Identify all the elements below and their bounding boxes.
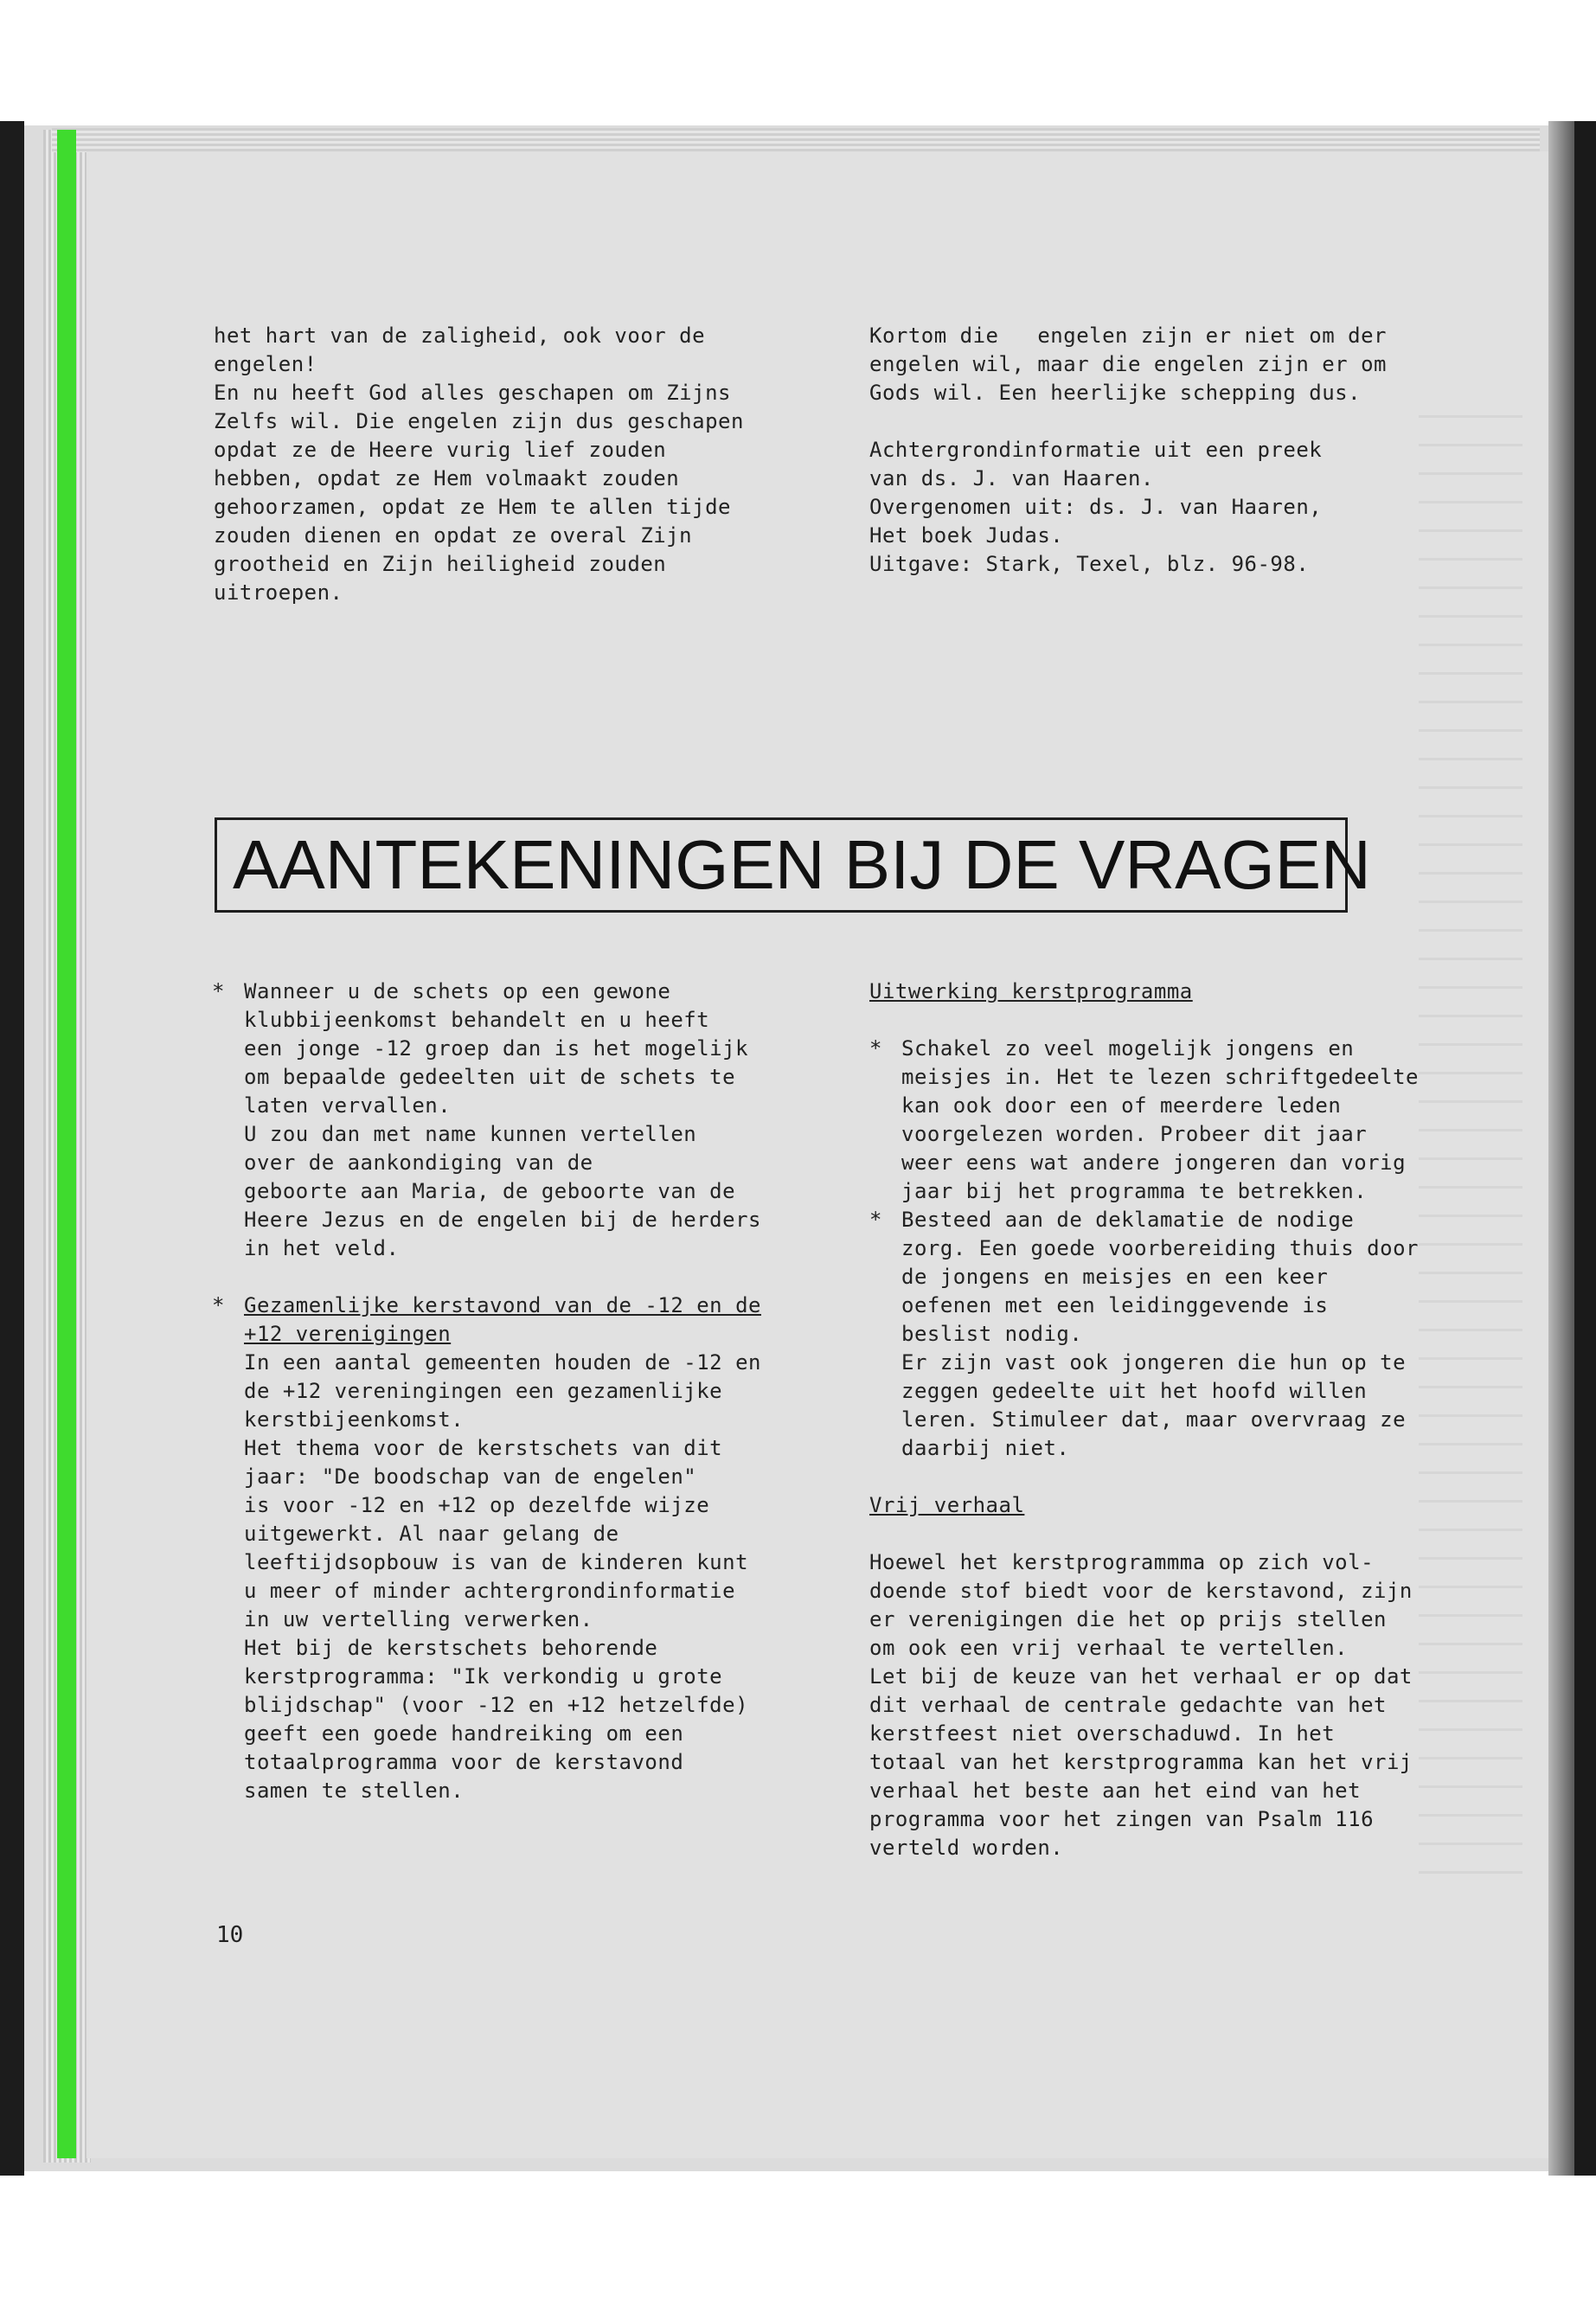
text-line xyxy=(869,1177,1492,1206)
text-line xyxy=(212,977,835,1006)
text-line-content: is voor -12 en +12 op dezelfde wijze xyxy=(244,1493,710,1517)
text-line-content: in het veld. xyxy=(244,1236,400,1260)
text-line-content: de jongens en meisjes en een keer xyxy=(901,1265,1329,1289)
text-line: er verenigingen die het op prijs stellen xyxy=(869,1607,1387,1631)
text-line-content: Besteed aan de deklamatie de nodige xyxy=(901,1208,1355,1232)
left-item-2-heading xyxy=(212,1292,835,1349)
bullet-asterisk: * xyxy=(869,1036,882,1061)
text-line xyxy=(869,1149,1492,1177)
text-line xyxy=(869,1377,1492,1406)
scan-margin-bottom xyxy=(0,2176,1596,2301)
text-line-content: kerstprogramma: "Ik verkondig u grote xyxy=(244,1664,723,1689)
text-line-content: de +12 vereningingen een gezamenlijke xyxy=(244,1379,723,1403)
section-heading-box xyxy=(215,817,1371,913)
text-line: dit verhaal de centrale gedachte van het xyxy=(869,1693,1387,1717)
top-left-paragraph: het hart van de zaligheid, ook voor de engelen! En nu heeft God alles geschapen om Zijns Zelfs wil. Die engelen zijn dus geschapen opdat ze de Heere vurig lief zouden hebben, opdat ze Hem volmaakt zouden gehoorzamen, opdat ze Hem te allen tijde zouden dienen en opdat ze overal Zijn grootheid en Zijn heiligheid zouden uitroepen. xyxy=(214,324,744,605)
text-line: kerstfeest niet overschaduwd. In het xyxy=(869,1721,1336,1746)
text-line-content: over de aankondiging van de xyxy=(244,1150,593,1175)
text-line xyxy=(212,1463,835,1491)
text-line-content: leren. Stimuleer dat, maar overvraag ze xyxy=(901,1407,1407,1432)
scan-margin-top xyxy=(0,0,1596,121)
text-line: totaal van het kerstprogramma kan het vrij xyxy=(869,1750,1413,1774)
text-line-content: Wanneer u de schets op een gewone xyxy=(244,979,671,1003)
text-line xyxy=(212,1206,835,1234)
text-line xyxy=(212,1777,835,1805)
text-line xyxy=(869,1406,1492,1434)
text-line xyxy=(869,1263,1492,1292)
source-info: Achtergrondinformatie uit een preek van ds. J. van Haaren. Overgenomen uit: ds. J. van Haaren, Het boek Judas. Uitgave: Stark, Texel, blz. 96-98. xyxy=(869,438,1323,576)
text-line-content: geeft een goede handreiking om een xyxy=(244,1721,684,1746)
right-item-1 xyxy=(869,1035,1492,1206)
text-line xyxy=(212,1577,835,1606)
text-line xyxy=(212,1349,835,1377)
right-item-2 xyxy=(869,1206,1492,1463)
left-item-1 xyxy=(212,977,835,1263)
text-line xyxy=(212,1434,835,1463)
text-line xyxy=(869,1092,1492,1120)
text-line-content: geboorte aan Maria, de geboorte van de xyxy=(244,1179,736,1203)
page-number: 10 xyxy=(216,1922,244,1948)
text-line xyxy=(212,1092,835,1120)
text-line xyxy=(212,1035,835,1063)
text-line-content: jaar bij het programma te betrekken. xyxy=(901,1179,1368,1203)
text-line xyxy=(212,1177,835,1206)
vrij-verhaal-body xyxy=(869,1548,1492,1862)
text-line xyxy=(869,1063,1492,1092)
text-line-content: In een aantal gemeenten houden de -12 en xyxy=(244,1350,761,1375)
text-line xyxy=(212,1320,835,1349)
green-divider-edge xyxy=(57,130,76,2158)
text-line-content: u meer of minder achtergrondinformatie xyxy=(244,1579,736,1603)
text-line: Hoewel het kerstprogrammma op zich vol- xyxy=(869,1550,1375,1574)
text-line xyxy=(212,1548,835,1577)
text-line: verhaal het beste aan het eind van het xyxy=(869,1779,1362,1803)
text-line-content: blijdschap" (voor -12 en +12 hetzelfde) xyxy=(244,1693,749,1717)
bullet-asterisk: * xyxy=(212,979,225,1003)
bullet-asterisk: * xyxy=(212,1293,225,1317)
text-line xyxy=(869,1320,1492,1349)
binder-edge-left xyxy=(0,121,24,2176)
text-line: om ook een vrij verhaal te vertellen. xyxy=(869,1636,1349,1660)
text-line: Let bij de keuze van het verhaal er op dat xyxy=(869,1664,1413,1689)
text-line-content: Er zijn vast ook jongeren die hun op te xyxy=(901,1350,1407,1375)
text-line xyxy=(212,1063,835,1092)
section-heading: AANTEKENINGEN BIJ DE VRAGEN xyxy=(233,826,1371,903)
text-line-content: in uw vertelling verwerken. xyxy=(244,1607,593,1631)
text-line xyxy=(212,1377,835,1406)
top-right-block xyxy=(869,322,1387,579)
text-line: programma voor het zingen van Psalm 116 xyxy=(869,1807,1375,1831)
text-line-content: laten vervallen. xyxy=(244,1093,452,1118)
text-line xyxy=(212,1491,835,1520)
text-line xyxy=(212,1520,835,1548)
text-line-content: Schakel zo veel mogelijk jongens en xyxy=(901,1036,1355,1061)
text-line xyxy=(212,1234,835,1263)
text-line-content: Gezamenlijke kerstavond van de -12 en de xyxy=(244,1293,761,1317)
text-line xyxy=(869,1206,1492,1234)
text-line xyxy=(212,1663,835,1691)
text-line-content: een jonge -12 groep dan is het mogelijk xyxy=(244,1036,749,1061)
left-item-2-body xyxy=(212,1349,835,1805)
text-line xyxy=(212,1006,835,1035)
text-line-content: zeggen gedeelte uit het hoofd willen xyxy=(901,1379,1368,1403)
text-line-content: oefenen met een leidinggevende is xyxy=(901,1293,1329,1317)
text-line-content: kan ook door een of meerdere leden xyxy=(901,1093,1342,1118)
text-line xyxy=(212,1120,835,1149)
text-line-content: weer eens wat andere jongeren dan vorig xyxy=(901,1150,1407,1175)
text-line-content: om bepaalde gedeelten uit de schets te xyxy=(244,1065,736,1089)
text-line-content: totaalprogramma voor de kerstavond xyxy=(244,1750,684,1774)
text-line-content: Het thema voor de kerstschets van dit xyxy=(244,1436,723,1460)
text-line-content: samen te stellen. xyxy=(244,1779,465,1803)
binder-edge-right xyxy=(1574,121,1596,2176)
bullet-asterisk: * xyxy=(869,1208,882,1232)
text-line xyxy=(212,1691,835,1720)
text-line-content: beslist nodig. xyxy=(901,1322,1083,1346)
text-line: verteld worden. xyxy=(869,1836,1064,1860)
vrij-verhaal-heading: Vrij verhaal xyxy=(869,1493,1025,1517)
text-line-content: Heere Jezus en de engelen bij de herders xyxy=(244,1208,761,1232)
text-line xyxy=(869,1120,1492,1149)
text-line-content: U zou dan met name kunnen vertellen xyxy=(244,1122,697,1146)
text-line-content: daarbij niet. xyxy=(901,1436,1070,1460)
text-line xyxy=(869,1035,1492,1063)
text-line xyxy=(869,1234,1492,1263)
text-line xyxy=(212,1606,835,1634)
text-line-content: jaar: "De boodschap van de engelen" xyxy=(244,1465,697,1489)
stacked-page-top-edges xyxy=(52,128,1540,152)
text-line-content: leeftijdsopbouw is van de kinderen kunt xyxy=(244,1550,749,1574)
text-line xyxy=(212,1748,835,1777)
text-line-content: Het bij de kerstschets behorende xyxy=(244,1636,658,1660)
right-column xyxy=(869,977,1492,1862)
text-line xyxy=(212,1292,835,1320)
text-line xyxy=(212,1149,835,1177)
text-line xyxy=(212,1720,835,1748)
text-line-content: voorgelezen worden. Probeer dit jaar xyxy=(901,1122,1368,1146)
page-shadow-right xyxy=(1548,121,1574,2176)
text-line-content: zorg. Een goede voorbereiding thuis door xyxy=(901,1236,1419,1260)
text-line xyxy=(212,1634,835,1663)
text-line-content: uitgewerkt. Al naar gelang de xyxy=(244,1522,619,1546)
text-line: doende stof biedt voor de kerstavond, zijn xyxy=(869,1579,1413,1603)
top-right-paragraph: Kortom die engelen zijn er niet om der engelen wil, maar die engelen zijn er om Gods wil. Een heerlijke schepping dus. xyxy=(869,324,1387,405)
left-column xyxy=(212,977,835,1805)
text-line xyxy=(212,1406,835,1434)
text-line-content: kerstbijeenkomst. xyxy=(244,1407,465,1432)
uitwerking-heading: Uitwerking kerstprogramma xyxy=(869,979,1193,1003)
text-line-content: meisjes in. Het te lezen schriftgedeelte xyxy=(901,1065,1419,1089)
text-line xyxy=(869,1292,1492,1320)
text-line-content: klubbijeenkomst behandelt en u heeft xyxy=(244,1008,710,1032)
text-line-content: +12 verenigingen xyxy=(244,1322,452,1346)
text-line xyxy=(869,1434,1492,1463)
text-line xyxy=(869,1349,1492,1377)
